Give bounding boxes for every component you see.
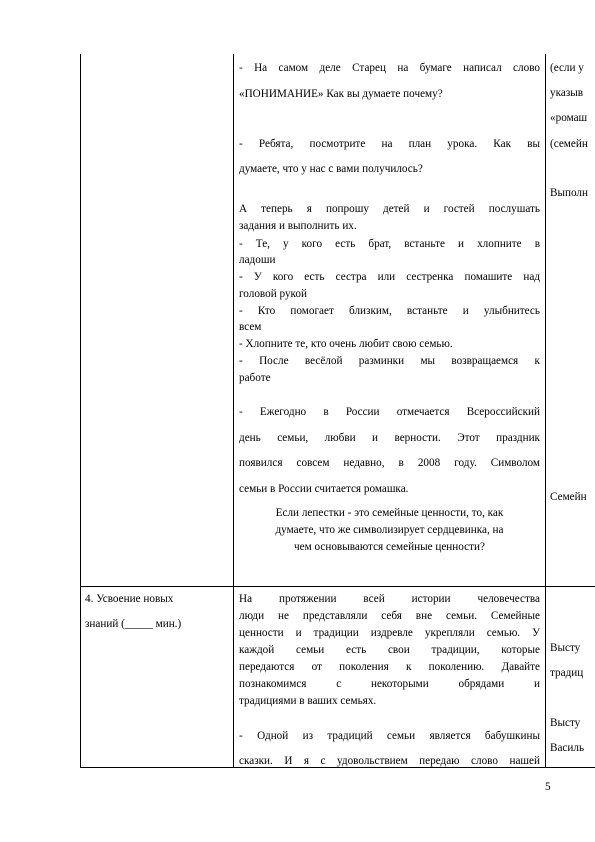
text-line: - Одной из традиций семьи является бабушкины xyxy=(239,730,540,742)
text-line: чем основываются семейные ценности? xyxy=(294,541,485,553)
text-line: люди не представляли себя вне семьи. Семейные xyxy=(239,610,540,622)
text-line: каждой семьи есть свои традиции, которые xyxy=(239,644,540,656)
text-line: традиц xyxy=(550,667,584,679)
text-line: - На самом деле Старец на бумаге написал слово xyxy=(239,62,540,74)
text-line: думаете, что у нас с вами получилось? xyxy=(239,163,423,175)
table-left-border xyxy=(80,54,81,768)
text-line: - У кого есть сестра или сестренка помашите над xyxy=(239,271,540,283)
text-line: - Ежегодно в России отмечается Всероссийский xyxy=(239,406,540,418)
text-line: передаются от поколения к поколению. Давайте xyxy=(239,661,540,673)
text-line: (если у xyxy=(550,62,584,74)
text-line: Семейн xyxy=(550,491,587,503)
text-line: задания и выполнить их. xyxy=(239,220,357,232)
text-line: сказки. И я с удовольствием передаю слово нашей xyxy=(239,755,540,767)
text-line: семьи в России считается ромашка. xyxy=(239,483,409,495)
text-line: На протяжении всей истории человечества xyxy=(239,593,540,605)
text-line: традициями в ваших семьях. xyxy=(239,695,377,707)
text-line: «ромаш xyxy=(550,112,588,124)
row1-right-cell xyxy=(546,54,595,586)
text-line: появился совсем недавно, в 2008 году. Символом xyxy=(239,457,540,469)
text-line: - Те, у кого есть брат, встаньте и хлопните в xyxy=(239,238,540,250)
text-line: ладоши xyxy=(239,254,276,266)
text-line: день семьи, любви и верности. Этот праздник xyxy=(239,432,540,444)
text-line: - Ребята, посмотрите на план урока. Как вы xyxy=(239,138,540,150)
text-line: Если лепестки - это семейные ценности, то, как xyxy=(275,507,504,519)
stage-duration: знаний (_____ мин.) xyxy=(85,618,182,630)
text-line: работе xyxy=(239,372,271,384)
text-line: - После весёлой разминки мы возвращаемся к xyxy=(239,355,540,367)
text-line: ценности и традиции издревле укрепляли семью. У xyxy=(239,627,540,639)
text-line: (семейн xyxy=(550,138,588,150)
text-line: всем xyxy=(239,321,262,333)
text-line: Высту xyxy=(550,717,581,729)
stage-title: 4. Усвоение новых xyxy=(85,593,174,605)
row-divider xyxy=(80,586,595,587)
text-line: головой рукой xyxy=(239,288,308,300)
page-number: 5 xyxy=(545,781,551,793)
text-line: - Хлопните те, кто очень любит свою семью. xyxy=(239,338,453,350)
text-line: Василь xyxy=(550,742,585,754)
column-divider-1 xyxy=(233,54,234,768)
text-line: А теперь я попрошу детей и гостей послушать xyxy=(239,203,540,215)
row2-right-cell xyxy=(546,587,595,767)
text-line: Высту xyxy=(550,642,581,654)
text-line: указыв xyxy=(550,87,584,99)
text-line: познакомимся с некоторыми обрядами и xyxy=(239,678,540,690)
text-line: думаете, что же символизирует сердцевинка, на xyxy=(275,524,504,536)
text-line: «ПОНИМАНИЕ» Как вы думаете почему? xyxy=(239,88,443,100)
text-line: - Кто помогает близким, встаньте и улыбнитесь xyxy=(239,305,540,317)
text-line: Выполн xyxy=(550,187,588,199)
